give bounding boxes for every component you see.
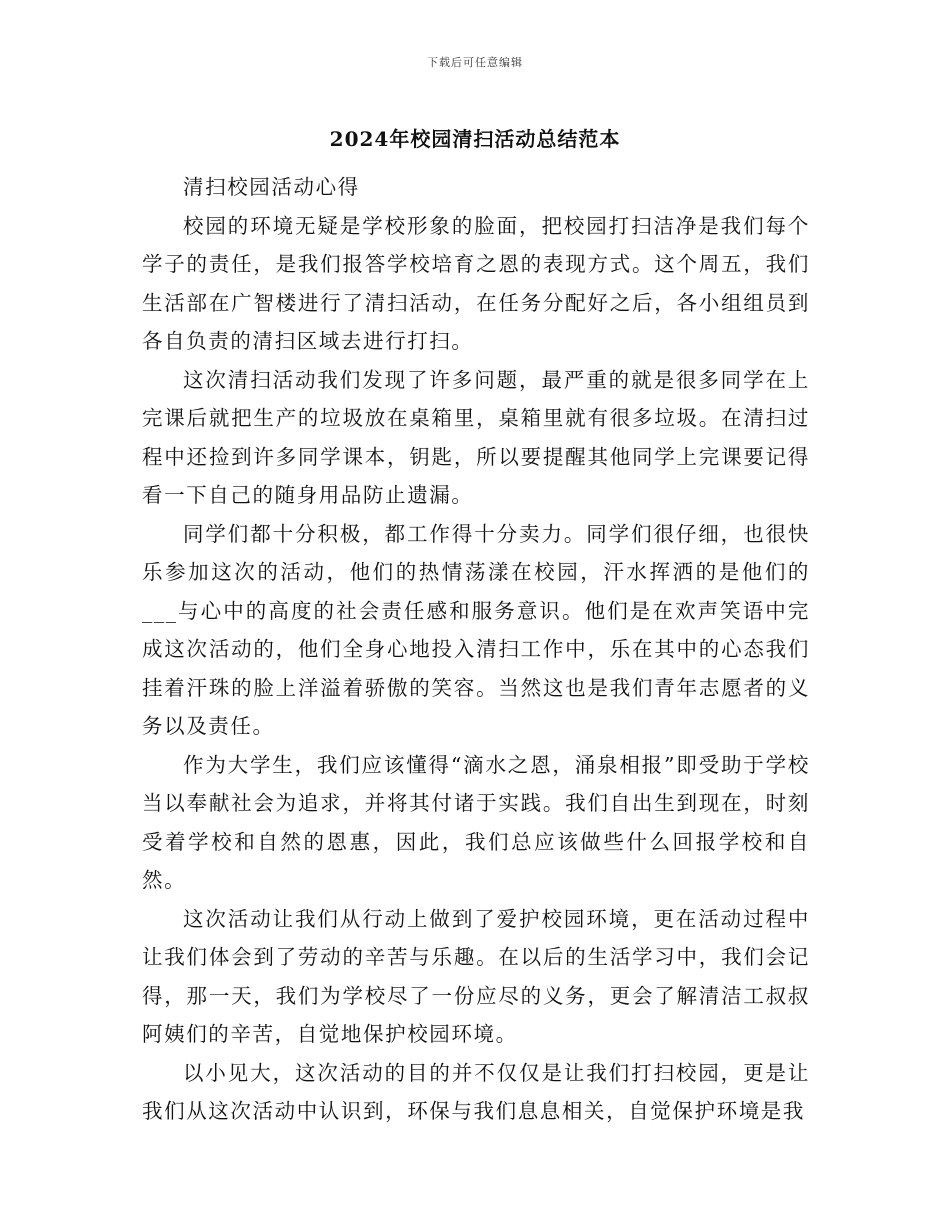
paragraph: 同学们都十分积极，都工作得十分卖力。同学们很仔细，也很快乐参加这次的活动，他们的热情荡漾在校园，汗水挥洒的是他们的___与心中的高度的社会责任感和服务意识。他们是在欢声笑语中完成这次活动的，他们全身心地投入清扫工作中，乐在其中的心态我们挂着汗珠的脸上洋溢着骄傲的笑容。当然这也是我们青年志愿者的义务以及责任。: [142, 521, 810, 738]
paragraph: 作为大学生，我们应该懂得“滴水之恩，涌泉相报”即受助于学校当以奉献社会为追求，并将其付诸于实践。我们自出生到现在，时刻受着学校和自然的恩惠，因此，我们总应该做些什么回报学校和自然。: [142, 752, 810, 892]
paragraph: 这次清扫活动我们发现了许多问题，最严重的就是很多同学在上完课后就把生产的垃圾放在桌箱里，桌箱里就有很多垃圾。在清扫过程中还捡到许多同学课本，钥匙，所以要提醒其他同学上完课要记得看一下自己的随身用品防止遗漏。: [142, 367, 810, 507]
page-header-note: 下载后可任意编辑: [427, 56, 523, 69]
document-body: [142, 168, 810, 1131]
document-title: 2024年校园清扫活动总结范本: [329, 127, 621, 151]
paragraph: 校园的环境无疑是学校形象的脸面，把校园打扫洁净是我们每个学子的责任，是我们报答学校培育之恩的表现方式。这个周五，我们生活部在广智楼进行了清扫活动，在任务分配好之后，各小组组员到各自负责的清扫区域去进行打扫。: [142, 213, 810, 353]
paragraph-subtitle: 清扫校园活动心得: [183, 175, 360, 199]
paragraph: 这次活动让我们从行动上做到了爱护校园环境，更在活动过程中让我们体会到了劳动的辛苦与乐趣。在以后的生活学习中，我们会记得，那一天，我们为学校尽了一份应尽的义务，更会了解清洁工叔叔阿姨们的辛苦，自觉地保护校园环境。: [142, 906, 810, 1046]
paragraph: 以小见大，这次活动的目的并不仅仅是让我们打扫校园，更是让我们从这次活动中认识到，环保与我们息息相关，自觉保护环境是我: [142, 1060, 810, 1123]
